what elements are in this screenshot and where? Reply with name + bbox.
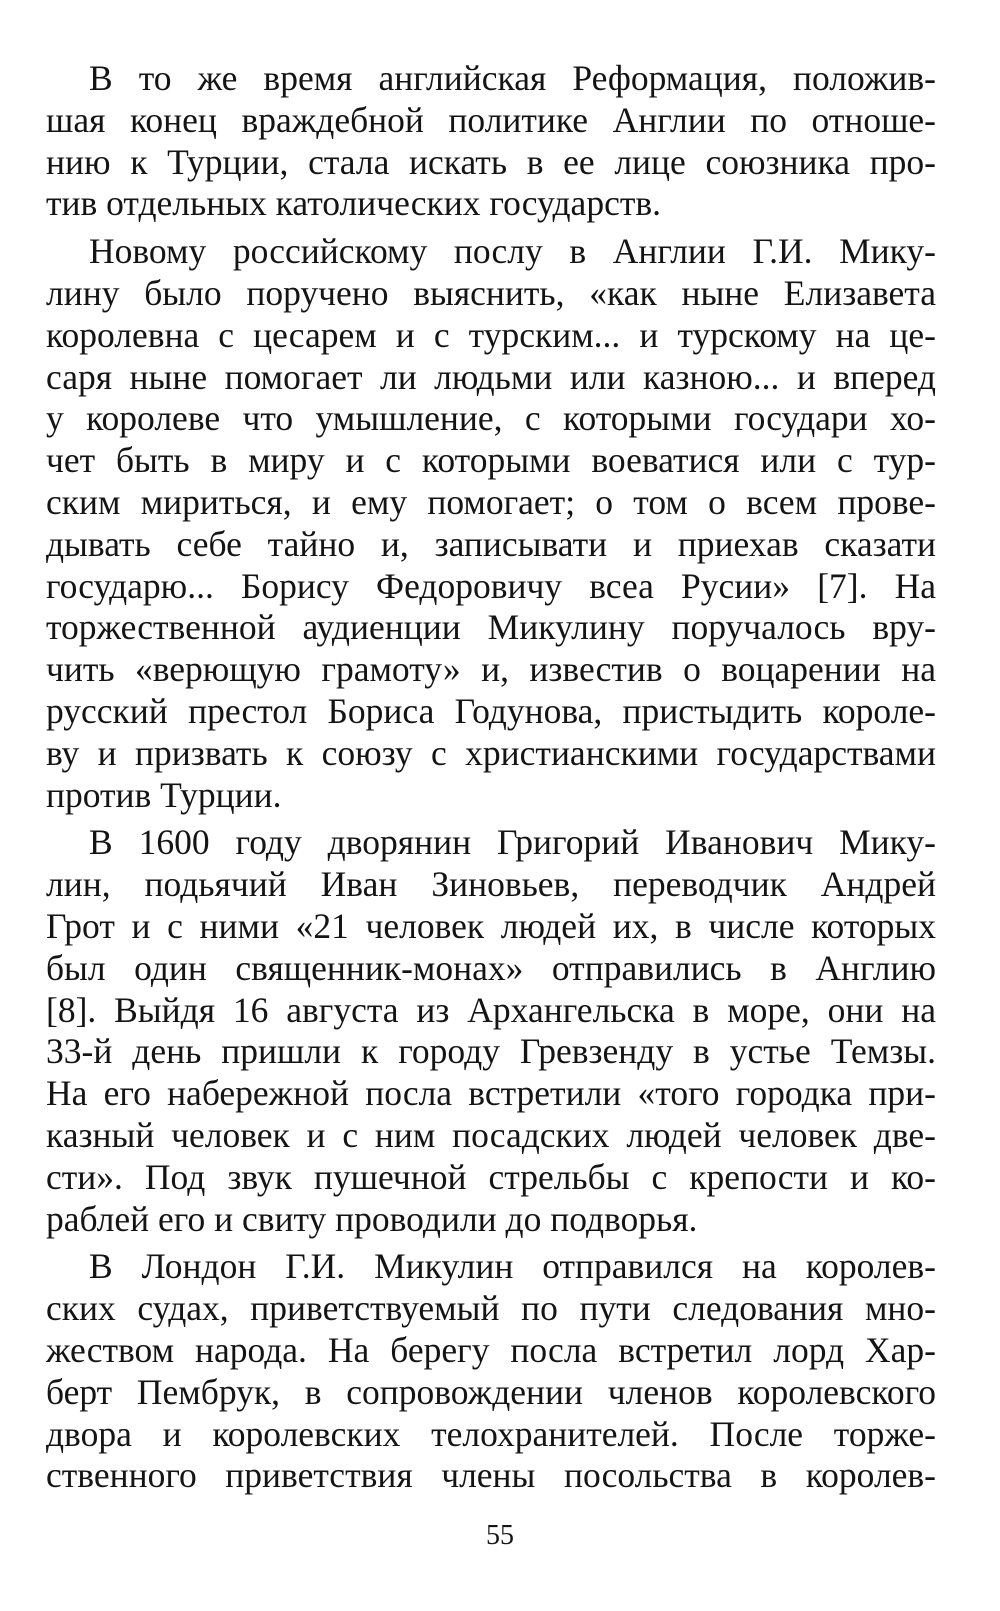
text-line: берт Пембрук, в сопровождении членов королевского [46, 1371, 936, 1412]
text-line: ских судах, приветствуемый по пути следования мно- [46, 1288, 936, 1329]
paragraph [46, 822, 936, 1240]
text-line: чить «верющую грамоту» и, известив о воцарении на [46, 649, 936, 690]
text-line: против Турции. [46, 774, 282, 815]
text-line: чет быть в миру и с которыми воеватися или с тур- [46, 440, 936, 481]
text-line: лину было поручено выяснить, «как ныне Елизавета [46, 272, 936, 313]
text-line: у королеве что умышление, с которыми государи хо- [46, 398, 936, 439]
text-line: ским мириться, и ему помогает; о том о всем прове- [46, 481, 936, 522]
paragraph [46, 1246, 936, 1497]
text-line: лин, подьячий Иван Зиновьев, переводчик Андрей [46, 864, 936, 905]
text-line: государю... Борису Федоровичу всеа Русии» [7]. На [46, 565, 936, 606]
text-line: королевна с цесарем и с турским... и турскому на це- [46, 314, 936, 355]
text-line: раблей его и свиту проводили до подворья. [46, 1198, 698, 1239]
text-line: ственного приветствия члены посольства в королев- [46, 1455, 936, 1496]
text-line: торжественной аудиенции Микулину поручалось вру- [46, 607, 936, 648]
text-line: был один священник-монах» отправились в Англию [46, 947, 936, 988]
page-number: 55 [486, 1520, 514, 1551]
text-line: жеством народа. На берегу посла встретил лорд Хар- [46, 1329, 936, 1370]
text-line: дывать себе тайно и, записывати и приехав сказати [46, 523, 936, 564]
paragraph [46, 231, 936, 816]
paragraph [46, 58, 936, 225]
text-line: русский престол Бориса Годунова, пристыдить короле- [46, 690, 936, 731]
text-line: шая конец враждебной политике Англии по отноше- [46, 99, 936, 140]
text-line: В 1600 году дворянин Григорий Иванович Мику- [89, 822, 936, 863]
text-line: Грот и с ними «21 человек людей их, в числе которых [46, 905, 936, 946]
text-line: саря ныне помогает ли людьми или казною... и вперед [46, 356, 936, 397]
text-line: На его набережной посла встретили «того городка при- [46, 1073, 936, 1114]
text-line: сти». Под звук пушечной стрельбы с крепости и ко- [46, 1156, 936, 1197]
text-line: тив отдельных католических государств. [46, 183, 661, 224]
text-line: нию к Турции, стала искать в ее лице союзника про- [46, 141, 936, 182]
body-text [46, 58, 936, 1497]
text-line: В то же время английская Реформация, положив- [89, 58, 936, 98]
text-line: казный человек и с ним посадских людей человек две- [46, 1114, 936, 1155]
text-line: Новому российскому послу в Англии Г.И. Мику- [89, 231, 936, 272]
text-line: ву и призвать к союзу с христианскими государствами [46, 732, 936, 773]
text-line: В Лондон Г.И. Микулин отправился на королев- [89, 1246, 936, 1287]
text-line: [8]. Выйдя 16 августа из Архангельска в море, они на [46, 989, 936, 1030]
text-line: 33-й день пришли к городу Гревзенду в устье Темзы. [46, 1031, 936, 1072]
text-line: двора и королевских телохранителей. После торже- [46, 1413, 936, 1454]
